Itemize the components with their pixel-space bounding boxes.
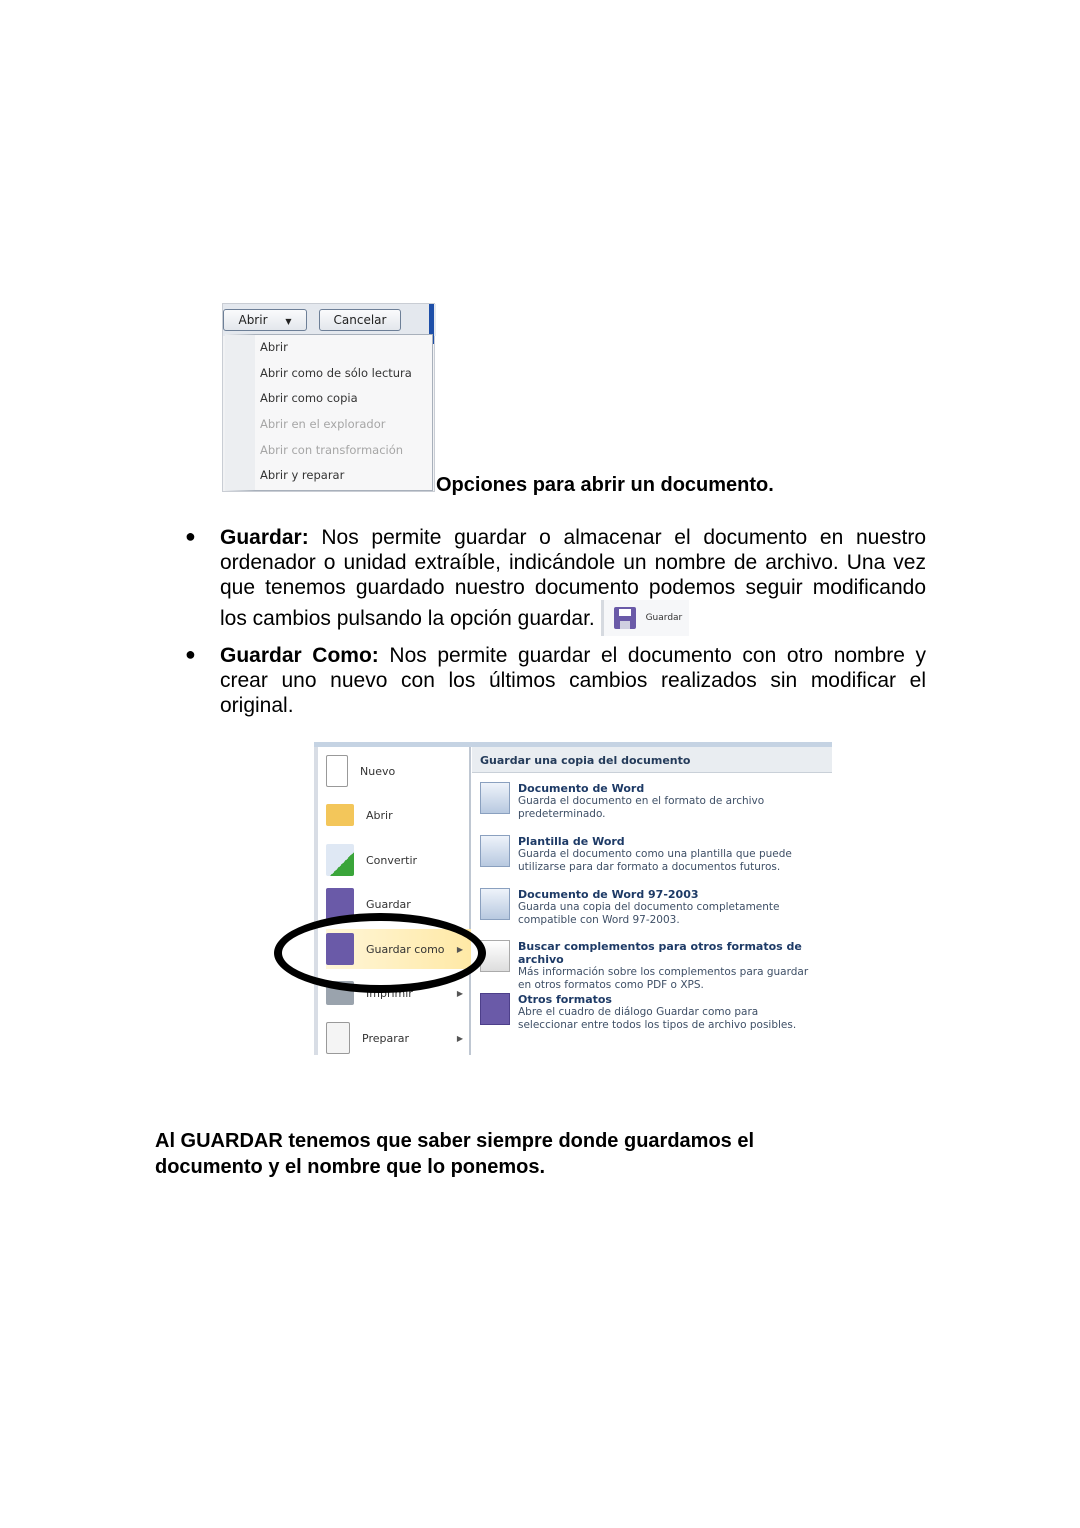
cancel-button[interactable]: Cancelar — [319, 309, 401, 331]
label: Preparar — [362, 1031, 409, 1045]
desc: Abre el cuadro de diálogo Guardar como para seleccionar entre todos los tipos de archivo posibles. — [518, 1006, 797, 1031]
office-menu-screenshot — [314, 742, 832, 1055]
term-guardar-como: Guardar Como: — [220, 644, 379, 667]
bullet-icon: ● — [185, 644, 196, 664]
menu-item-read-only[interactable]: Abrir como de sólo lectura — [260, 365, 412, 380]
option-word-document[interactable] — [480, 782, 830, 821]
menu-item-browser: Abrir en el explorador — [260, 417, 386, 432]
title: Documento de Word — [518, 782, 645, 795]
word-doc-icon — [480, 782, 510, 814]
menu-item-transform: Abrir con transformación — [260, 442, 404, 457]
convert-icon — [326, 844, 354, 876]
new-document-icon — [326, 755, 348, 787]
bullet-guardar-como — [220, 643, 926, 718]
desc: Más información sobre los complementos para guardar en otros formatos como PDF o XPS. — [518, 966, 809, 991]
option-word-97-2003[interactable] — [480, 888, 830, 927]
word-template-icon — [480, 835, 510, 867]
label: Guardar — [366, 897, 411, 911]
submenu-arrow-icon: ▶ — [456, 988, 463, 998]
save-label: Guardar — [645, 612, 683, 623]
text-guardar: Nos permite guardar o almacenar el documento en nuestro ordenador o unidad extraíble, indicándole un nombre de archivo. Una vez que tenemos guardado nuestro documento podemos seguir modificando los cambios pulsando la opción guardar. — [220, 526, 926, 630]
title: Buscar complementos para otros formatos de archivo — [518, 940, 802, 966]
option-other-formats[interactable] — [480, 993, 830, 1032]
desc: Guarda una copia del documento completamente compatible con Word 97-2003. — [518, 901, 780, 926]
menu-abrir[interactable] — [326, 795, 471, 835]
label: Imprimir — [366, 986, 413, 1000]
menu-convertir[interactable] — [326, 840, 471, 880]
submenu-arrow-icon: ▶ — [456, 944, 463, 954]
title: Otros formatos — [518, 993, 612, 1006]
menu-item-copy[interactable]: Abrir como copia — [260, 391, 358, 406]
title: Plantilla de Word — [518, 835, 625, 848]
bullet-icon: ● — [185, 526, 196, 546]
label: Nuevo — [360, 764, 396, 778]
open-dialog-screenshot — [222, 303, 435, 492]
final-note: Al GUARDAR tenemos que saber siempre donde guardamos el documento y el nombre que lo ponemos. — [155, 1130, 755, 1178]
open-button-label: Abrir — [238, 313, 268, 327]
submenu-arrow-icon: ▶ — [456, 1033, 463, 1043]
open-options-menu — [225, 334, 433, 491]
prepare-icon — [326, 1022, 350, 1054]
save-copy-panel — [472, 747, 832, 1055]
option-find-addins[interactable] — [480, 940, 830, 992]
desc: Guarda el documento en el formato de archivo predeterminado. — [518, 795, 765, 820]
caption-open: Opciones para abrir un documento. — [436, 474, 774, 496]
menu-item-abrir[interactable]: Abrir — [260, 340, 288, 354]
word-97-icon — [480, 888, 510, 920]
term-guardar: Guardar: — [220, 526, 309, 549]
save-as-icon — [480, 993, 510, 1025]
folder-icon — [326, 804, 354, 826]
menu-nuevo[interactable] — [326, 751, 471, 791]
label: Abrir — [366, 808, 393, 822]
open-split-button[interactable] — [223, 309, 307, 331]
option-word-template[interactable] — [480, 835, 830, 874]
bullet-guardar — [220, 525, 926, 636]
save-icon — [614, 607, 636, 629]
save-button-image — [601, 600, 689, 636]
menu-item-repair[interactable]: Abrir y reparar — [260, 468, 345, 483]
title: Documento de Word 97-2003 — [518, 888, 699, 901]
office-left-menu — [314, 747, 471, 1055]
menu-preparar[interactable] — [326, 1018, 471, 1058]
label: Guardar como — [366, 942, 445, 956]
desc: Guarda el documento como una plantilla que puede utilizarse para dar formato a documentos futuros. — [518, 848, 792, 873]
highlight-ellipse — [274, 913, 486, 993]
label: Convertir — [366, 853, 418, 867]
text-guardar-como: Nos permite guardar el documento con otro nombre y crear uno nuevo con los últimos cambios realizados sin modificar el original. — [220, 644, 927, 717]
dropdown-arrow-icon[interactable]: ▼ — [285, 317, 292, 326]
panel-header: Guardar una copia del documento — [472, 747, 832, 773]
